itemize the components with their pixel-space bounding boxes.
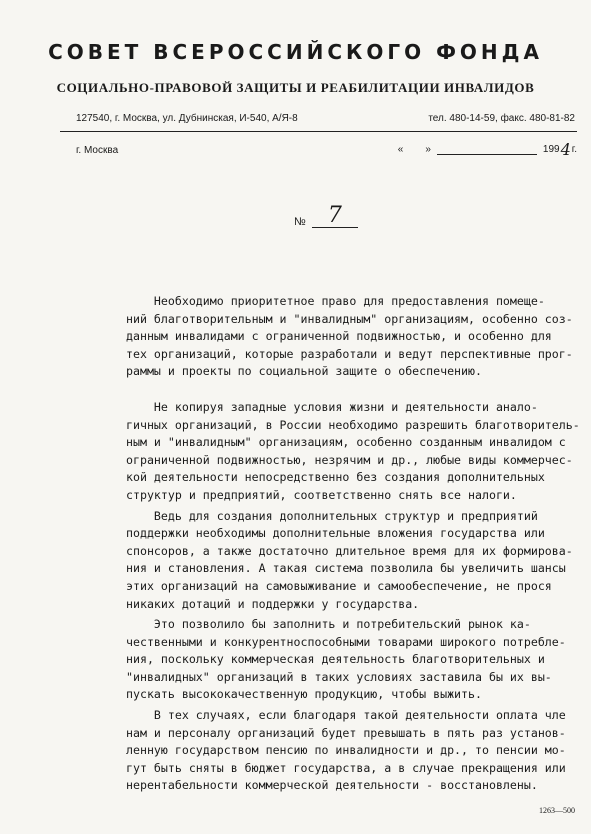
date-year-suffix: г.	[571, 144, 577, 155]
paragraph-line: Это позволило бы заполнить и потребительский рынок ка-	[126, 617, 531, 632]
paragraph-line: данным инвалидами с ограниченной подвижностью, и особенно для	[126, 329, 552, 344]
paragraph-line: раммы и проекты по социальной защите о обеспечению.	[126, 364, 482, 379]
paragraph-line: ным и "инвалидным" организациям, особенно созданным инвалидом с	[126, 435, 566, 450]
body-paragraph	[126, 707, 582, 795]
paragraph-line: "инвалидных" организаций в таких условиях заставила бы их вы-	[126, 669, 552, 684]
paragraph-line: Не копируя западные условия жизни и деятельности анало-	[126, 399, 538, 414]
paragraph-line: спонсоров, а также достаточно длительное время для их формирова-	[126, 543, 573, 558]
letterhead-title: СОВЕТ ВСЕРОССИЙСКОГО ФОНДА	[48, 40, 543, 64]
number-value: 7	[312, 205, 358, 228]
letterhead-phones: тел. 480-14-59, факс. 480-81-82	[428, 113, 575, 124]
paragraph-line: тех организаций, которые разработали и ведут перспективные прог-	[126, 346, 573, 361]
paragraph-line: ограниченной подвижностью, незрячим и др., любые виды коммерчес-	[126, 452, 573, 467]
letterhead-subtitle: СОЦИАЛЬНО-ПРАВОВОЙ ЗАЩИТЫ И РЕАБИЛИТАЦИИ ИНВАЛИДОВ	[56, 80, 535, 95]
paragraph-line: гичных организаций, в России необходимо разрешить благотворитель-	[126, 417, 580, 432]
letter-body	[126, 293, 582, 795]
paragraph-line: ния и становления. А такая система позволила бы увеличить шансы	[126, 561, 566, 576]
paragraph-line: В тех случаях, если благодаря такой деятельности оплата чле	[126, 708, 566, 723]
paragraph-line: гут быть сняты в бюджет государства, а в случае прекращения или	[126, 760, 566, 775]
date-year-handwritten: 4	[560, 140, 571, 159]
date-year-printed: 199	[542, 144, 560, 155]
paragraph-line: Ведь для создания дополнительных структур и предприятий	[126, 508, 538, 523]
dateline-date	[397, 140, 577, 159]
paragraph-line: ния, поскольку коммерческая деятельность благотворительных и	[126, 652, 545, 667]
paragraph-line: кой деятельности непосредственно без создания дополнительных	[126, 470, 545, 485]
paragraph-line: структур и предприятий, соответственно снять все налоги.	[126, 487, 517, 502]
date-month-blank	[437, 145, 537, 155]
paragraph-line: Необходимо приоритетное право для предоставления помеще-	[126, 294, 545, 308]
dateline-city: г. Москва	[76, 145, 119, 156]
paragraph-line: этих организаций на самовыживание и самообеспечение, не прося	[126, 578, 552, 593]
date-quote-close: »	[425, 144, 431, 155]
paragraph-line: ний благотворительным и "инвалидным" организациям, особенно соз-	[126, 311, 573, 326]
paragraph-line: чественными и конкурентноспособными товарами широкого потребле-	[126, 634, 566, 649]
body-paragraph	[126, 616, 582, 704]
footer-print-code: 1263—500	[539, 806, 575, 815]
paragraph-line: ленную государством пенсию по инвалидности и др., то пенсии мо-	[126, 743, 566, 758]
paragraph-line: нам и персоналу организаций будет превышать в пять раз установ-	[126, 725, 566, 740]
letterhead-address: 127540, г. Москва, ул. Дубнинская, И-540, А/Я-8	[76, 113, 298, 124]
date-quote-open: «	[397, 144, 404, 155]
document-number	[294, 205, 358, 228]
number-label: №	[294, 216, 306, 228]
body-paragraph	[126, 399, 582, 505]
letterhead-divider	[60, 131, 577, 132]
paragraph-line: пускать высококачественную продукцию, чтобы выжить.	[126, 687, 482, 702]
body-paragraph	[126, 293, 582, 381]
paragraph-line: никаких дотаций и поддержки у государства.	[126, 596, 420, 611]
paragraph-line: нерентабельности коммерческой деятельности - восстановлены.	[126, 778, 538, 793]
body-paragraph	[126, 508, 582, 614]
paragraph-line: поддержки необходимы дополнительные вложения государства или	[126, 526, 545, 541]
